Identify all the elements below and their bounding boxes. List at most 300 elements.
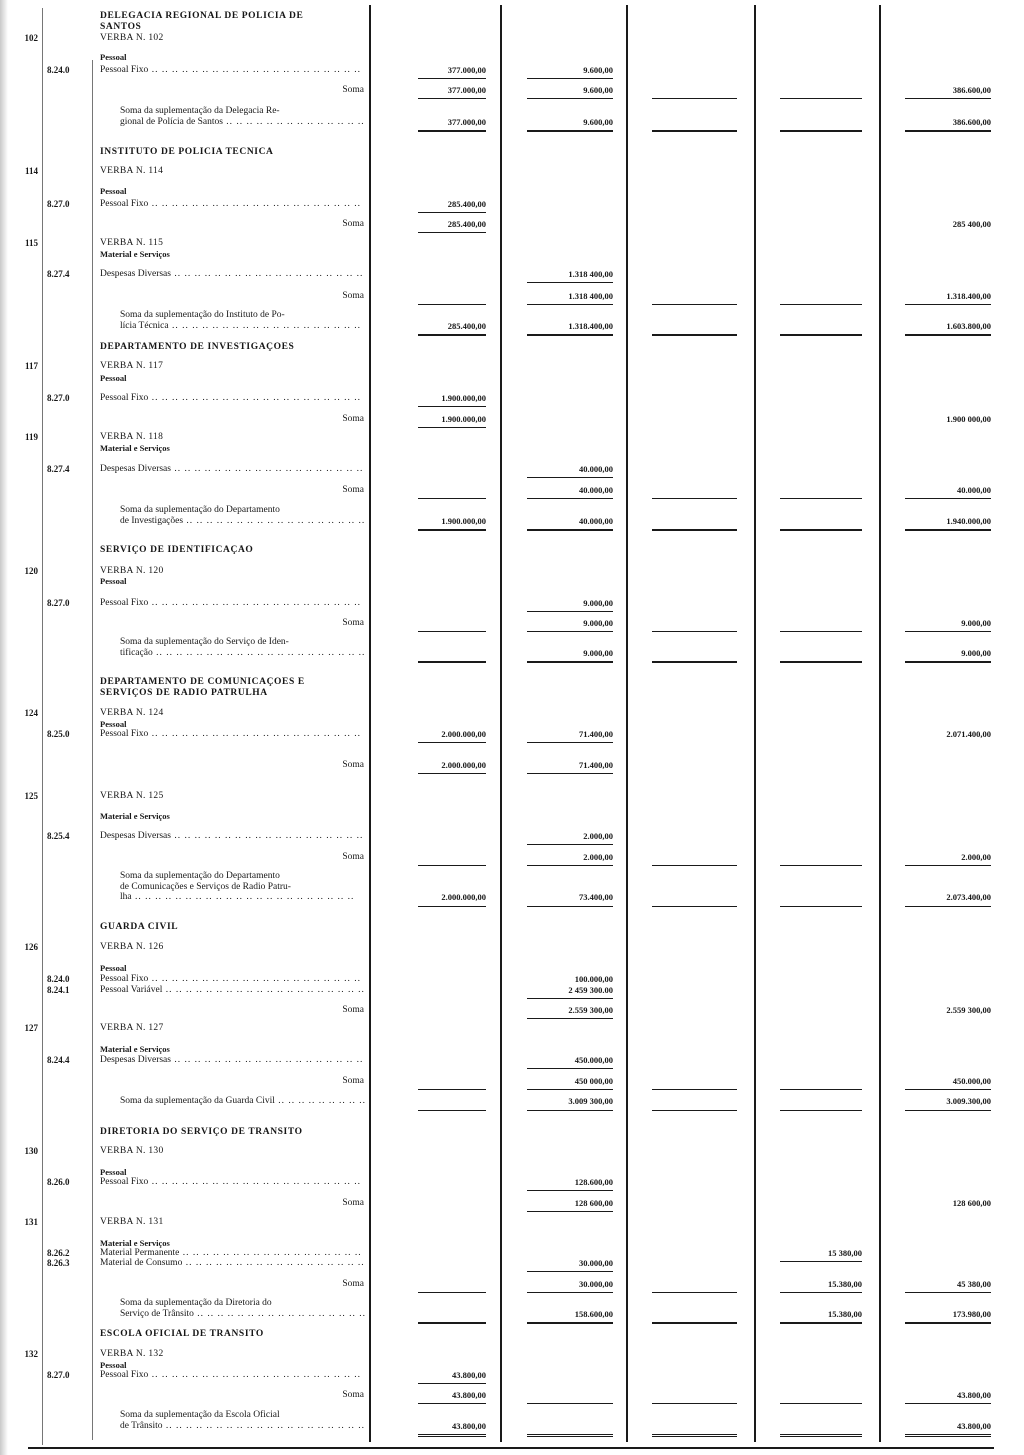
- table-row-verba: [0, 361, 1024, 372]
- underline-rule: [652, 1434, 737, 1435]
- verba-number: 127: [24, 1023, 38, 1033]
- underline-rule: [780, 98, 862, 100]
- verba-number: 115: [24, 238, 38, 248]
- verba-number: 102: [24, 33, 38, 43]
- row-description: [100, 1238, 365, 1249]
- table-row-item: [0, 1370, 1024, 1381]
- description-line: VERBA N. 130: [100, 1146, 164, 1156]
- amount-col-5: 386.600,00: [952, 116, 991, 127]
- amount-col-5: 43.800,00: [957, 1420, 991, 1431]
- row-description: [100, 249, 365, 260]
- amount-col-2: 40.000,00: [579, 485, 613, 495]
- description-line: Soma da suplementação do Serviço de Iden-: [120, 637, 289, 647]
- underline-rule: [418, 98, 486, 100]
- description-line: Pessoal: [100, 576, 127, 586]
- table-row-item: [0, 1258, 1024, 1269]
- table-row-verba: [0, 566, 1024, 577]
- underline-rule: [905, 98, 991, 100]
- underline-rule: [527, 334, 613, 336]
- table-row-total: [0, 310, 1024, 331]
- row-description: [100, 443, 365, 454]
- item-code: 8.27.0: [47, 1370, 70, 1380]
- column-divider: [92, 60, 93, 1440]
- underline-rule: [652, 865, 737, 867]
- underline-rule: [527, 98, 613, 100]
- table-row-verba: [0, 1217, 1024, 1228]
- amount-col-1: 43.800,00: [452, 1420, 486, 1431]
- underline-rule: [527, 1292, 613, 1294]
- amount-col-1: 2.000.000,00: [441, 892, 486, 902]
- underline-rule: [905, 1322, 991, 1324]
- table-row-soma: [0, 1076, 1024, 1087]
- underline-rule: [527, 282, 613, 284]
- amount-col-5: 1.900 000,00: [946, 414, 991, 424]
- table-row-total: [0, 871, 1024, 903]
- item-code: 8.26.0: [47, 1177, 70, 1187]
- description-line: Serviço de Trânsito .. ..: [120, 1309, 365, 1320]
- underline-rule: [780, 529, 862, 531]
- description-line: lha .. ..: [120, 892, 365, 903]
- table-row-item: [0, 729, 1024, 740]
- description-line: Pessoal Variável .. ..: [100, 985, 365, 996]
- amount-col-5: 45 380,00: [957, 1279, 991, 1289]
- description-line: VERBA N. 117: [100, 361, 164, 371]
- underline-rule: [527, 1190, 613, 1192]
- underline-rule: [527, 1211, 613, 1213]
- verba-number: 132: [24, 1349, 38, 1359]
- underline-rule: [780, 1089, 862, 1091]
- table-row-verba: [0, 1349, 1024, 1360]
- row-description: [100, 677, 365, 698]
- amount-col-2: 2.000,00: [583, 831, 613, 841]
- description-line: Pessoal Fixo .. ..: [100, 199, 365, 210]
- item-code: 8.25.4: [47, 831, 70, 841]
- underline-rule: [780, 1292, 862, 1294]
- underline-rule: [527, 1322, 613, 1324]
- verba-number: 114: [24, 166, 38, 176]
- description-line: DIRETORIA DO SERVIÇO DE TRANSITO: [100, 1127, 303, 1137]
- amount-col-4: 15.380,00: [828, 1308, 862, 1319]
- amount-col-2: 71.400,00: [579, 760, 613, 770]
- amount-col-2: 71.400,00: [579, 729, 613, 739]
- table-row-verba: [0, 708, 1024, 719]
- underline-rule: [905, 130, 991, 132]
- row-description: [100, 1044, 365, 1055]
- underline-rule: [905, 1110, 991, 1112]
- amount-col-2: 9.000,00: [583, 618, 613, 628]
- underline-rule: [418, 631, 486, 633]
- amount-col-5: 9.000,00: [961, 647, 991, 658]
- row-description: [100, 719, 365, 730]
- description-line: Material e Serviços: [100, 249, 170, 259]
- underline-rule: [905, 631, 991, 633]
- underline-rule: [652, 631, 737, 633]
- description-line: Soma da suplementação da Diretoria do: [120, 1298, 272, 1308]
- underline-rule: [418, 334, 486, 336]
- underline-rule: [780, 631, 862, 633]
- soma-label: Soma: [342, 219, 364, 229]
- item-code: 8.27.0: [47, 199, 70, 209]
- underline-rule: [652, 1110, 737, 1112]
- item-code: 8.24.0: [47, 65, 70, 75]
- amount-col-2: 1.318.400,00: [568, 320, 613, 331]
- amount-col-2: 158.600,00: [574, 1308, 613, 1319]
- underline-rule: [527, 477, 613, 479]
- underline-rule: [780, 1322, 862, 1324]
- soma-label: Soma: [342, 1005, 364, 1015]
- row-description: [100, 393, 365, 404]
- underline-rule: [527, 498, 613, 500]
- table-row-verba: [0, 1146, 1024, 1157]
- table-row-item: [0, 393, 1024, 404]
- table-row-soma: [0, 618, 1024, 629]
- table-row-heading: [0, 1127, 1024, 1138]
- amount-col-2: 9.000,00: [583, 598, 613, 608]
- description-line: Pessoal Fixo .. ..: [100, 729, 365, 740]
- underline-rule: [527, 865, 613, 867]
- description-line: VERBA N. 120: [100, 566, 164, 576]
- underline-rule: [652, 498, 737, 500]
- underline-rule: [780, 130, 862, 132]
- table-row-item: [0, 1248, 1024, 1259]
- table-row-item: [0, 199, 1024, 210]
- verba-number: 126: [24, 942, 38, 952]
- soma-label: Soma: [342, 1390, 364, 1400]
- table-row-heading: [0, 922, 1024, 933]
- item-code: 8.24.1: [47, 985, 70, 995]
- table-row-total: [0, 1096, 1024, 1107]
- description-line: Material e Serviços: [100, 1238, 170, 1248]
- table-row-verba: [0, 791, 1024, 802]
- description-line: DEPARTAMENTO DE INVESTIGAÇÕES: [100, 342, 295, 352]
- underline-rule: [905, 661, 991, 663]
- table-row-verba: [0, 166, 1024, 177]
- underline-rule: [527, 661, 613, 663]
- underline-rule: [527, 998, 613, 1000]
- underline-rule: [527, 631, 613, 633]
- row-description: [100, 11, 365, 32]
- row-description: [100, 1177, 365, 1188]
- table-row-verba: [0, 33, 1024, 44]
- soma-label: Soma: [342, 485, 364, 495]
- table-row-heading: [0, 677, 1024, 698]
- item-code: 8.24.4: [47, 1055, 70, 1065]
- underline-rule: [905, 1403, 991, 1405]
- table-row-item: [0, 464, 1024, 475]
- amount-col-5: 2.559 300,00: [946, 1005, 991, 1015]
- description-line: Pessoal Fixo .. ..: [100, 974, 365, 985]
- table-row-item: [0, 65, 1024, 76]
- description-line: Pessoal Fixo .. ..: [100, 1370, 365, 1381]
- row-description: [100, 598, 365, 609]
- underline-rule: [652, 1292, 737, 1294]
- description-line: tificação .. ..: [120, 648, 365, 659]
- row-description: [100, 464, 365, 475]
- underline-rule: [780, 906, 862, 908]
- row-description: [100, 1370, 365, 1381]
- verba-number: 130: [24, 1146, 38, 1156]
- table-row-soma: [0, 485, 1024, 496]
- row-description: [100, 1167, 365, 1178]
- underline-rule: [527, 130, 613, 132]
- item-code: 8.24.0: [47, 974, 70, 984]
- underline-rule: [527, 1434, 613, 1435]
- row-description: [120, 1298, 365, 1319]
- description-line: Pessoal: [100, 719, 127, 729]
- row-description: [100, 186, 365, 197]
- underline-rule: [652, 1322, 737, 1324]
- underline-rule: [418, 130, 486, 132]
- table-row-item: [0, 1055, 1024, 1066]
- description-line: Soma da suplementação da Delegacia Re-: [120, 106, 280, 116]
- soma-label: Soma: [342, 618, 364, 628]
- amount-col-1: 1.900.000,00: [441, 515, 486, 526]
- table-row-soma: [0, 1005, 1024, 1016]
- amount-col-1: 43.800,00: [452, 1370, 486, 1380]
- underline-rule: [527, 742, 613, 744]
- soma-label: Soma: [342, 1198, 364, 1208]
- table-row-total: [0, 1410, 1024, 1431]
- description-line: Material e Serviços: [100, 443, 170, 453]
- underline-rule: [418, 742, 486, 744]
- underline-rule: [418, 773, 486, 775]
- underline-rule: [780, 334, 862, 336]
- table-row-soma: [0, 85, 1024, 96]
- row-description: [100, 708, 365, 719]
- description-line: VERBA N. 125: [100, 791, 164, 801]
- row-description: [100, 963, 365, 974]
- underline-rule: [418, 78, 486, 80]
- underline-rule: [652, 130, 737, 132]
- amount-col-1: 1.900.000,00: [441, 393, 486, 403]
- description-line: VERBA N. 131: [100, 1217, 164, 1227]
- table-row-sub: [0, 52, 1024, 63]
- table-row-sub: [0, 811, 1024, 822]
- description-line: Despesas Diversas .. ..: [100, 831, 365, 842]
- underline-rule: [527, 1089, 613, 1091]
- row-description: [120, 1096, 365, 1107]
- amount-col-5: 1.603.800,00: [946, 320, 991, 331]
- description-line: Pessoal: [100, 52, 127, 62]
- table-row-sub: [0, 443, 1024, 454]
- amount-col-5: 173.980,00: [952, 1308, 991, 1319]
- underline-rule: [418, 427, 486, 429]
- row-description: [100, 269, 365, 280]
- description-line: VERBA N. 126: [100, 942, 164, 952]
- table-row-item: [0, 985, 1024, 996]
- amount-col-2: 450 000,00: [574, 1076, 613, 1086]
- underline-rule: [418, 1089, 486, 1091]
- table-row-sub: [0, 576, 1024, 587]
- amount-col-2: 1.318 400,00: [568, 269, 613, 279]
- row-description: [120, 106, 365, 127]
- soma-label: Soma: [342, 85, 364, 95]
- description-line: DELEGACIA REGIONAL DE POLICIA DE: [100, 11, 304, 21]
- underline-rule: [418, 865, 486, 867]
- underline-rule: [527, 773, 613, 775]
- row-description: [100, 1127, 365, 1138]
- underline-rule: [652, 529, 737, 531]
- amount-col-2: 73.400,00: [579, 892, 613, 902]
- description-line: Despesas Diversas .. ..: [100, 1055, 365, 1066]
- underline-rule: [905, 1434, 991, 1435]
- amount-col-5: 2.000,00: [961, 852, 991, 862]
- underline-rule: [780, 865, 862, 867]
- table-row-item: [0, 598, 1024, 609]
- description-line: Pessoal Fixo .. ..: [100, 598, 365, 609]
- item-code: 8.27.4: [47, 464, 70, 474]
- table-row-verba: [0, 1023, 1024, 1034]
- description-line: VERBA N. 102: [100, 33, 164, 43]
- amount-col-2: 3.009 300,00: [568, 1096, 613, 1106]
- amount-col-2: 9.600,00: [583, 85, 613, 95]
- table-row-soma: [0, 219, 1024, 230]
- table-row-item: [0, 974, 1024, 985]
- amount-col-1: 377.000,00: [447, 85, 486, 95]
- table-row-sub: [0, 1167, 1024, 1178]
- table-row-heading: [0, 342, 1024, 353]
- amount-col-2: 9.600,00: [583, 116, 613, 127]
- description-line: Soma da suplementação do Instituto de Po-: [120, 310, 285, 320]
- row-description: [100, 985, 365, 996]
- row-description: [100, 1248, 365, 1259]
- underline-rule: [418, 1322, 486, 1324]
- row-description: [120, 871, 365, 903]
- description-line: VERBA N. 115: [100, 238, 164, 248]
- underline-rule: [418, 1110, 486, 1112]
- description-line: de Trânsito .. ..: [120, 1421, 365, 1432]
- description-line: Material de Consumo .. ..: [100, 1258, 365, 1269]
- amount-col-2: 2.000,00: [583, 852, 613, 862]
- description-line: Pessoal Fixo .. ..: [100, 393, 365, 404]
- underline-rule: [652, 906, 737, 908]
- soma-label: Soma: [342, 760, 364, 770]
- underline-rule: [652, 661, 737, 663]
- row-description: [100, 566, 365, 577]
- amount-col-5: 3.009.300,00: [946, 1096, 991, 1106]
- description-line: Soma da suplementação do Departamento: [120, 505, 280, 515]
- description-line: de Comunicações e Serviços de Radio Patru-: [120, 881, 291, 892]
- row-description: [100, 238, 365, 249]
- row-description: [100, 942, 365, 953]
- underline-rule: [905, 529, 991, 531]
- description-line: Pessoal: [100, 373, 127, 383]
- amount-col-5: 43.800,00: [957, 1390, 991, 1400]
- underline-rule: [780, 1434, 862, 1435]
- underline-rule: [652, 334, 737, 336]
- amount-col-5: 1.940.000,00: [946, 515, 991, 526]
- verba-number: 125: [24, 791, 38, 801]
- table-row-total: [0, 1298, 1024, 1319]
- item-code: 8.26.3: [47, 1258, 70, 1268]
- amount-col-4: 15.380,00: [828, 1279, 862, 1289]
- table-row-soma: [0, 414, 1024, 425]
- amount-col-2: 128 600,00: [574, 1198, 613, 1208]
- amount-col-5: 1.318.400,00: [946, 291, 991, 301]
- underline-rule: [418, 906, 486, 908]
- amount-col-5: 40.000,00: [957, 485, 991, 495]
- row-description: [100, 199, 365, 210]
- underline-rule: [905, 498, 991, 500]
- underline-rule: [780, 1110, 862, 1112]
- description-line: Soma da suplementação da Escola Oficial: [120, 1410, 280, 1420]
- row-description: [100, 576, 365, 587]
- description-line: Material e Serviços: [100, 811, 170, 821]
- underline-rule: [652, 98, 737, 100]
- row-description: [100, 166, 365, 177]
- table-row-verba: [0, 238, 1024, 249]
- underline-rule: [527, 1018, 613, 1020]
- row-description: [100, 1217, 365, 1228]
- verba-number: 119: [24, 432, 38, 442]
- bottom-rule: [28, 1447, 994, 1449]
- underline-rule: [527, 1110, 613, 1112]
- underline-rule: [905, 906, 991, 908]
- underline-rule: [527, 611, 613, 613]
- underline-rule: [418, 232, 486, 234]
- description-line: Pessoal: [100, 963, 127, 973]
- amount-col-5: 2.073.400,00: [946, 892, 991, 902]
- underline-rule: [905, 1292, 991, 1294]
- description-line: VERBA N. 132: [100, 1349, 164, 1359]
- amount-col-2: 30.000,00: [579, 1279, 613, 1289]
- underline-rule: [418, 1292, 486, 1294]
- description-line: Pessoal: [100, 186, 127, 196]
- amount-col-2: 9.000,00: [583, 647, 613, 658]
- amount-col-1: 43.800,00: [452, 1390, 486, 1400]
- row-description: [100, 1055, 365, 1066]
- description-line: VERBA N. 114: [100, 166, 164, 176]
- table-row-sub: [0, 963, 1024, 974]
- amount-col-1: 377.000,00: [447, 116, 486, 127]
- row-description: [100, 1349, 365, 1360]
- table-row-verba: [0, 942, 1024, 953]
- amount-col-5: 285 400,00: [952, 219, 991, 229]
- row-description: [100, 831, 365, 842]
- table-row-soma: [0, 291, 1024, 302]
- underline-rule: [527, 304, 613, 306]
- underline-rule: [780, 498, 862, 500]
- table-row-sub: [0, 373, 1024, 384]
- underline-rule: [527, 844, 613, 846]
- row-description: [100, 974, 365, 985]
- amount-col-2: 450.000,00: [574, 1055, 613, 1065]
- description-line: ESCOLA OFICIAL DE TRANSITO: [100, 1329, 264, 1339]
- table-row-item: [0, 269, 1024, 280]
- row-description: [100, 1023, 365, 1034]
- description-line: Soma da suplementação da Guarda Civil .. ..: [120, 1096, 365, 1107]
- table-row-total: [0, 106, 1024, 127]
- description-line: Pessoal: [100, 1360, 127, 1370]
- table-row-verba: [0, 432, 1024, 443]
- description-line: INSTITUTO DE POLICIA TECNICA: [100, 147, 274, 157]
- amount-col-1: 1.900.000,00: [441, 414, 486, 424]
- table-row-soma: [0, 1279, 1024, 1290]
- table-row-sub: [0, 1238, 1024, 1249]
- row-description: [120, 310, 365, 331]
- table-row-soma: [0, 760, 1024, 771]
- description-line: Material Permanente .. ..: [100, 1248, 365, 1259]
- underline-rule: [780, 661, 862, 663]
- table-row-item: [0, 1177, 1024, 1188]
- description-line: VERBA N. 118: [100, 432, 164, 442]
- table-row-total: [0, 505, 1024, 526]
- table-row-item: [0, 831, 1024, 842]
- item-code: 8.25.0: [47, 729, 70, 739]
- amount-col-2: 128.600,00: [574, 1177, 613, 1187]
- row-description: [120, 1410, 365, 1431]
- row-description: [100, 1146, 365, 1157]
